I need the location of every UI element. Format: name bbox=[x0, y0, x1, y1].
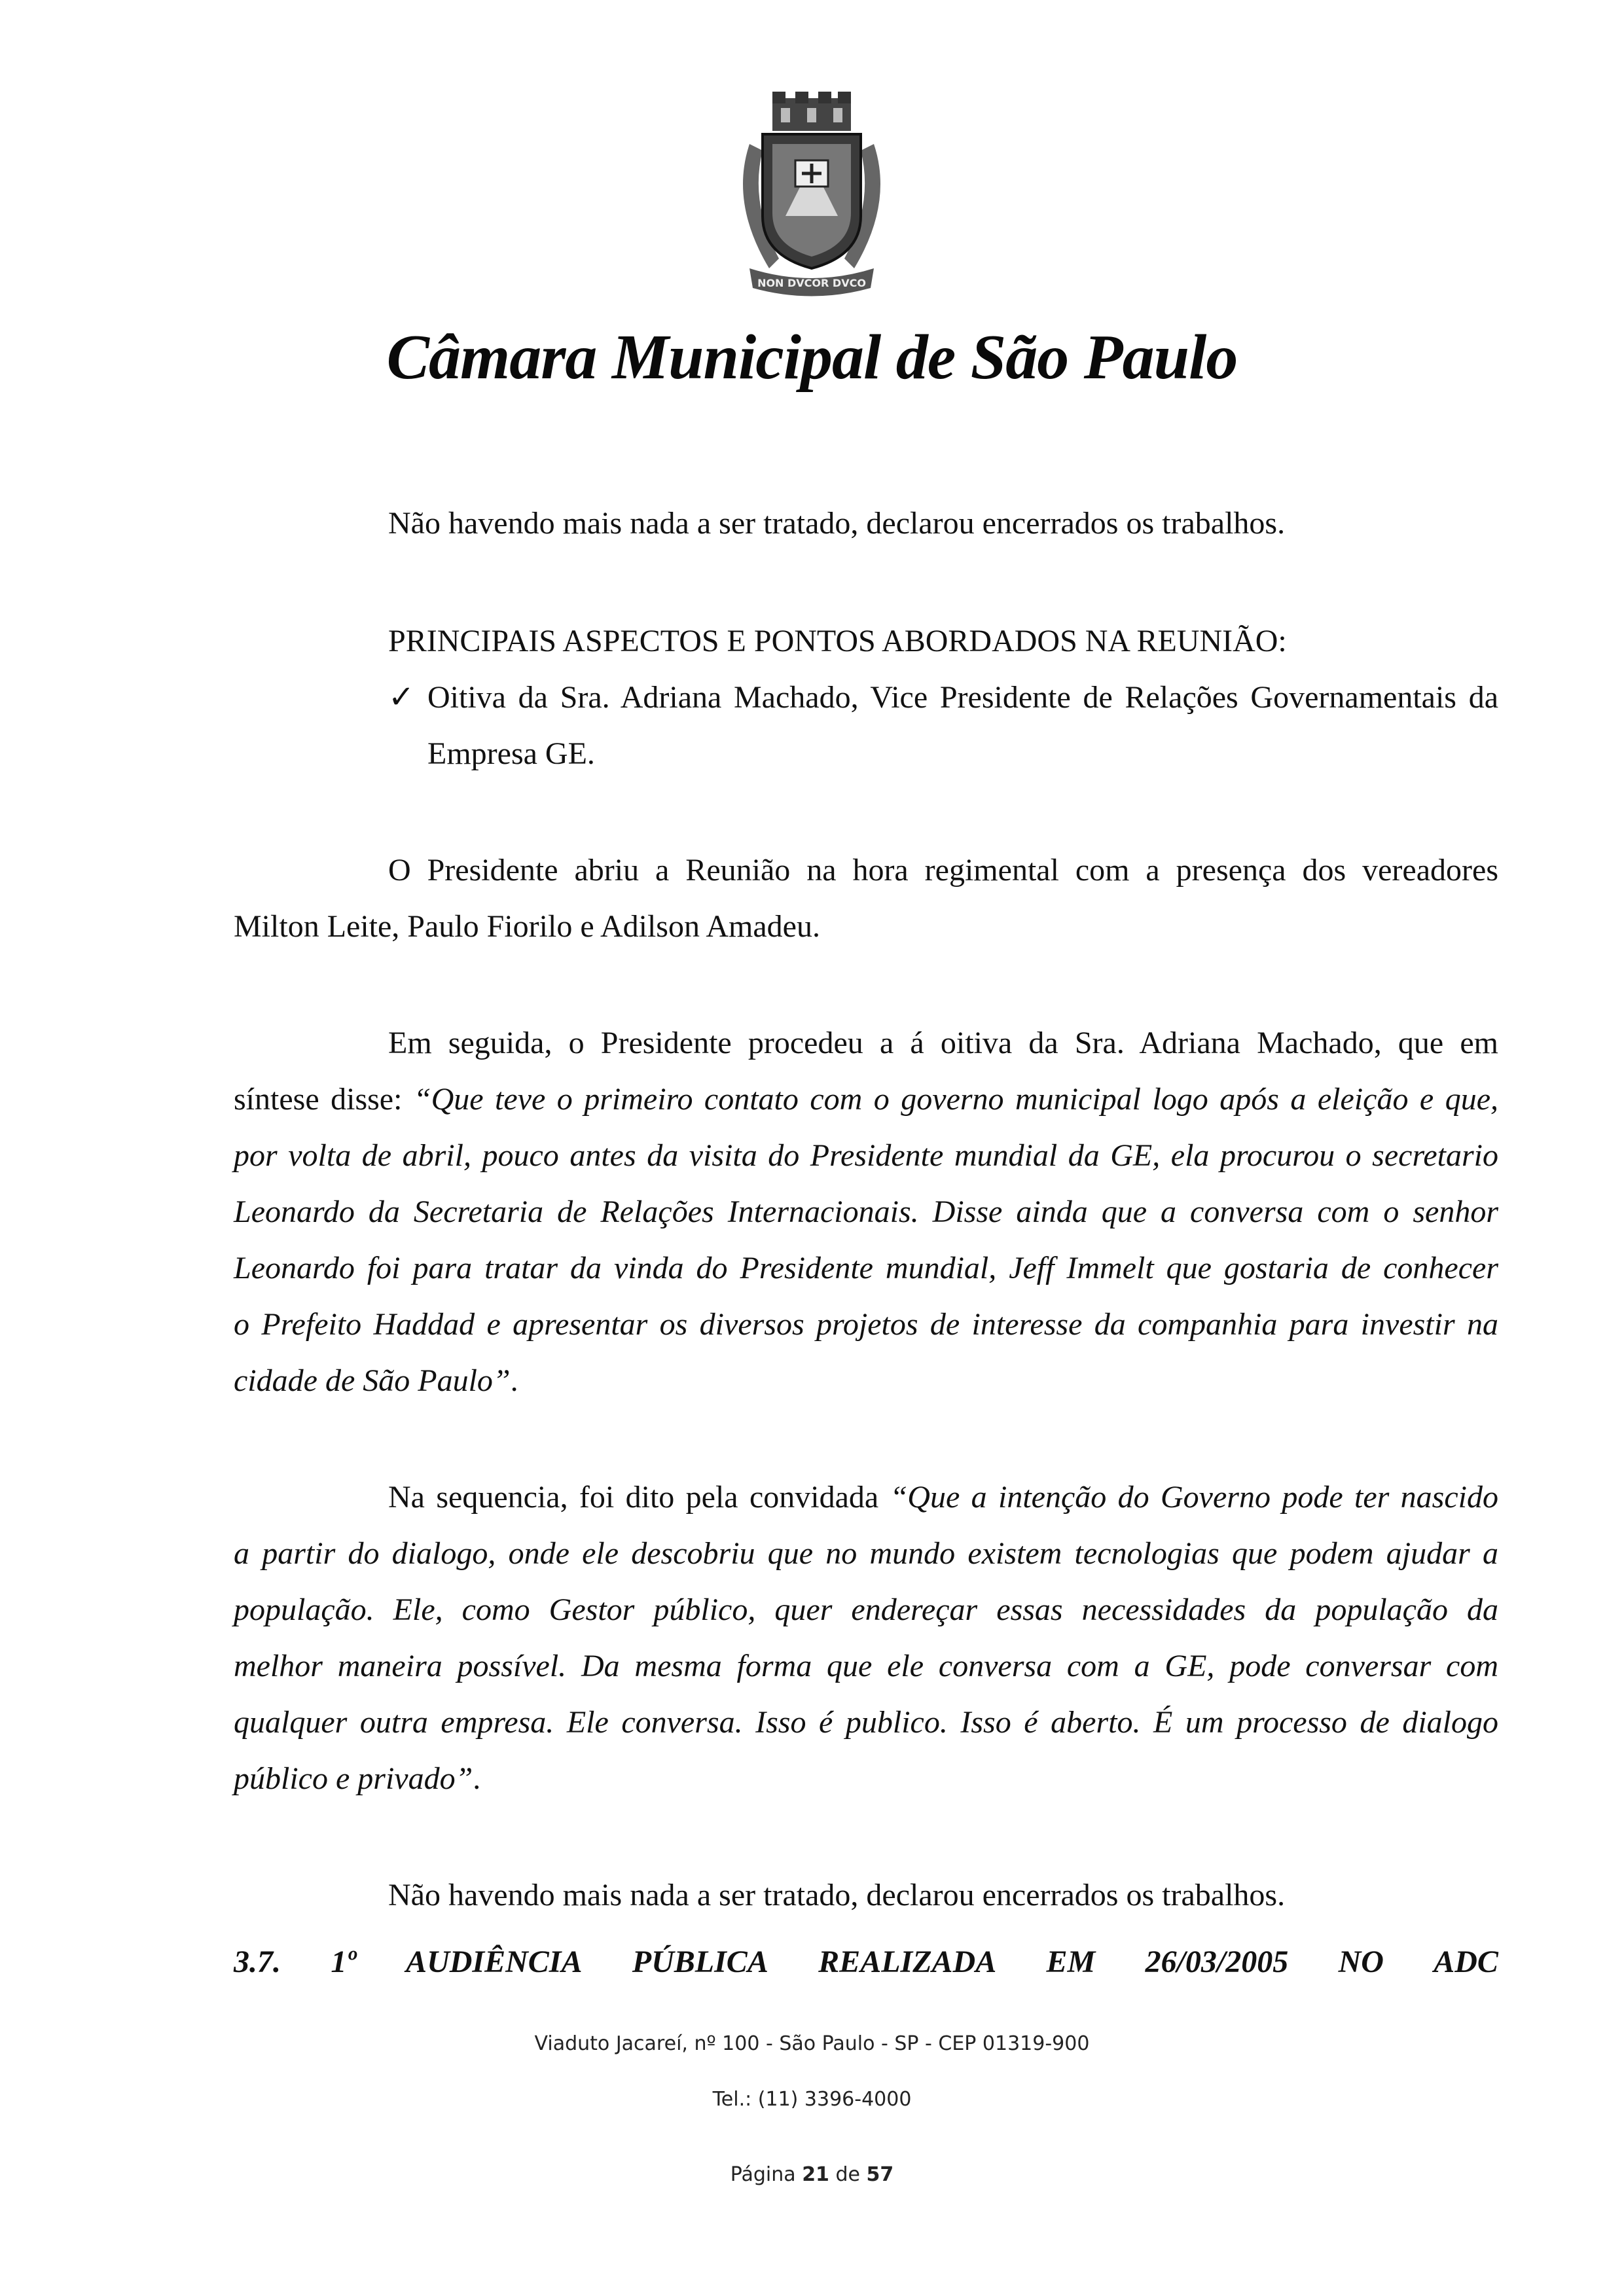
testimony-quote-line: por volta de abril, pouco antes da visita do Presidente mundial da GE, ela procurou o secretario bbox=[234, 1138, 1498, 1173]
section-heading-word: 26/03/2005 bbox=[1145, 1945, 1289, 1979]
guest-quote-start: “Que a intenção do Governo pode ter nascido bbox=[890, 1480, 1499, 1515]
checkmark-icon: ✓ bbox=[388, 680, 415, 715]
footer-phone: Tel.: (11) 3396-4000 bbox=[712, 2088, 912, 2111]
testimony-quote-line: Leonardo foi para tratar da vinda do Presidente mundial, Jeff Immelt que gostaria de conhecer bbox=[234, 1251, 1498, 1285]
testimony-quote-end: cidade de São Paulo”. bbox=[234, 1363, 518, 1398]
section-heading-word: REALIZADA bbox=[818, 1945, 997, 1979]
aspects-heading: PRINCIPAIS ASPECTOS E PONTOS ABORDADOS NA REUNIÃO: bbox=[388, 624, 1287, 658]
guest-intro: Na sequencia, foi dito pela convidada bbox=[388, 1480, 890, 1515]
guest-quote-end: público e privado”. bbox=[234, 1761, 481, 1796]
guest-quote-line: a partir do dialogo, onde ele descobriu que no mundo existem tecnologias que podem ajudar a bbox=[234, 1536, 1498, 1571]
testimony-paragraph-line: Em seguida, o Presidente procedeu a á oitiva da Sra. Adriana Machado, que em bbox=[388, 1026, 1498, 1060]
closing-statement-1: Não havendo mais nada a ser tratado, declarou encerrados os trabalhos. bbox=[388, 506, 1286, 541]
aspect-item bbox=[388, 670, 1498, 726]
closing-statement-2: Não havendo mais nada a ser tratado, declarou encerrados os trabalhos. bbox=[388, 1878, 1286, 1912]
guest-quote-line: qualquer outra empresa. Ele conversa. Isso é publico. Isso é aberto. É um processo de dialogo bbox=[234, 1705, 1498, 1740]
testimony-quote-line: o Prefeito Haddad e apresentar os diversos projetos de interesse da companhia para investir na bbox=[234, 1307, 1498, 1342]
total-pages: 57 bbox=[866, 2163, 894, 2186]
current-page: 21 bbox=[802, 2163, 829, 2186]
section-heading-word: AUDIÊNCIA bbox=[406, 1945, 583, 1979]
section-heading-word: PÚBLICA bbox=[632, 1945, 768, 1979]
aspect-item-text: Oitiva da Sra. Adriana Machado, Vice Presidente de Relações Governamentais da bbox=[427, 680, 1498, 715]
opening-paragraph-line: Milton Leite, Paulo Fiorilo e Adilson Amadeu. bbox=[234, 909, 820, 944]
section-heading-word: 3.7. bbox=[234, 1945, 281, 1979]
emblem-motto: NON DVCOR DVCO bbox=[757, 277, 866, 289]
section-heading bbox=[234, 1944, 1498, 1980]
section-heading-word: ADC bbox=[1434, 1945, 1498, 1979]
footer-address: Viaduto Jacareí, nº 100 - São Paulo - SP - CEP 01319-900 bbox=[534, 2032, 1090, 2055]
coat-of-arms-logo bbox=[723, 92, 900, 301]
page-number: Página 21 de 57 bbox=[730, 2163, 894, 2186]
testimony-quote-start: “Que teve o primeiro contato com o governo municipal logo após a eleição e que, bbox=[413, 1082, 1498, 1117]
testimony-intro: síntese disse: bbox=[234, 1082, 414, 1117]
section-heading-word: 1º bbox=[331, 1945, 356, 1979]
page-title: Câmara Municipal de São Paulo bbox=[386, 322, 1238, 393]
section-heading-word: EM bbox=[1046, 1945, 1096, 1979]
guest-statement-line bbox=[388, 1469, 1498, 1526]
aspect-item-continuation: Empresa GE. bbox=[427, 736, 595, 771]
guest-quote-line: população. Ele, como Gestor público, quer endereçar essas necessidades da população da bbox=[234, 1592, 1498, 1627]
testimony-paragraph-line bbox=[234, 1071, 1498, 1128]
guest-quote-line: melhor maneira possível. Da mesma forma que ele conversa com a GE, pode conversar com bbox=[234, 1649, 1498, 1683]
testimony-quote-line: Leonardo da Secretaria de Relações Internacionais. Disse ainda que a conversa com o senhor bbox=[234, 1194, 1498, 1229]
opening-paragraph-line: O Presidente abriu a Reunião na hora regimental com a presença dos vereadores bbox=[388, 853, 1498, 888]
section-heading-word: NO bbox=[1338, 1945, 1384, 1979]
